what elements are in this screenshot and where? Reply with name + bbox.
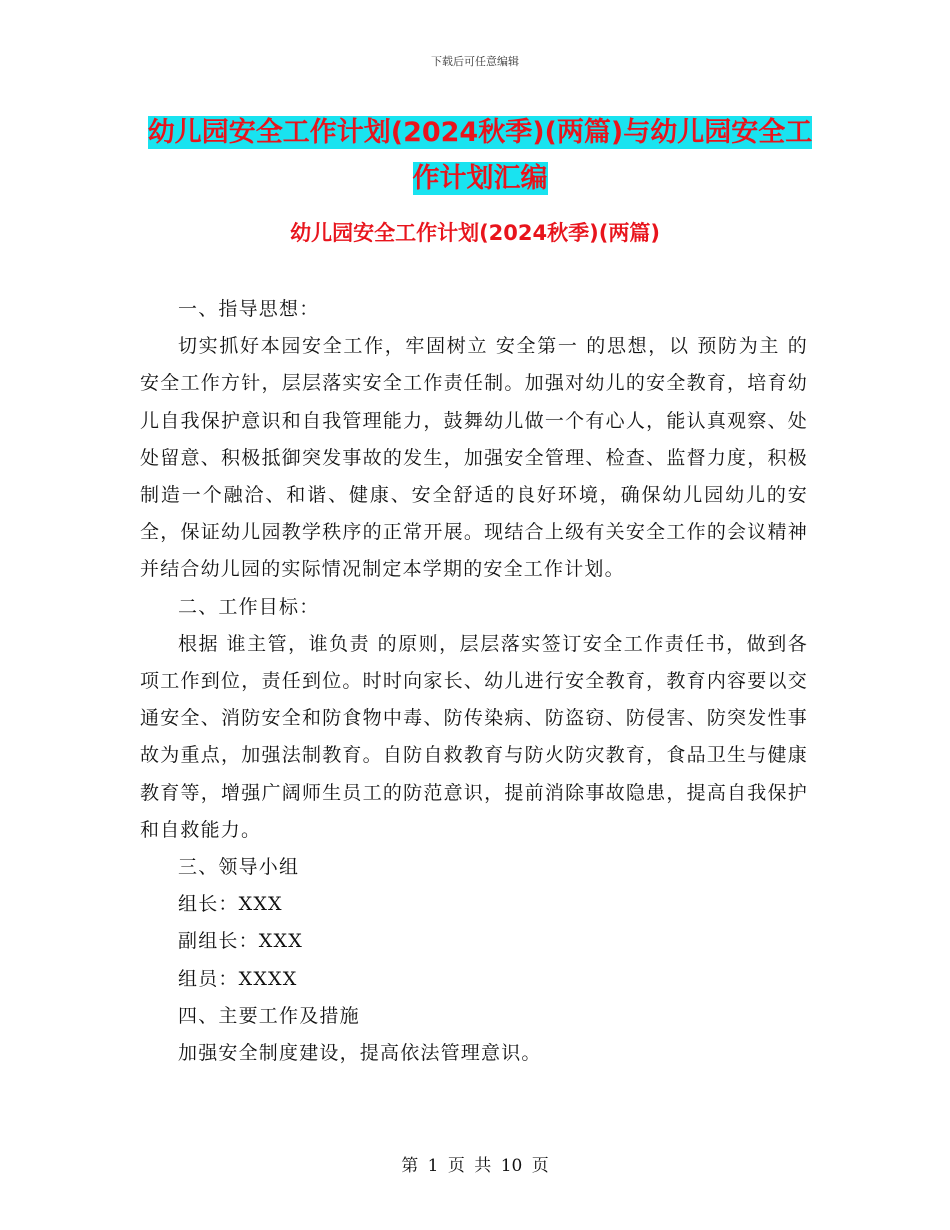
- heading-guiding-ideology: 一、指导思想：: [178, 298, 320, 320]
- header-note: 下载后可任意编辑: [431, 55, 519, 68]
- paragraph-guiding-ideology: 切实抓好本园安全工作，牢固树立 安全第一 的思想，以 预防为主 的安全工作方针，层层落实安全工作责任制。加强对幼儿的安全教育，培育幼儿自我保护意识和自我管理能力，鼓舞幼儿做一个有心人，能认真观察、处处留意、积极抵御突发事故的发生，加强安全管理、检查、监督力度，积极制造一个融洽、和谐、健康、安全舒适的良好环境，确保幼儿园幼儿的安全，保证幼儿园教学秩序的正常开展。现结合上级有关安全工作的会议精神并结合幼儿园的实际情况制定本学期的安全工作计划。: [140, 335, 808, 581]
- document-body: [140, 291, 808, 1072]
- heading-main-work: 四、主要工作及措施: [178, 1004, 360, 1027]
- heading-leadership-group: 三、领导小组: [178, 856, 300, 879]
- paragraph-work-goals: 根据 谁主管，谁负责 的原则，层层落实签订安全工作责任书，做到各项工作到位，责任到位。时时向家长、幼儿进行安全教育，教育内容要以交通安全、消防安全和防食物中毒、防传染病、防盗窃、防侵害、防突发性事故为重点，加强法制教育。自防自救教育与防火防灾教育，食品卫生与健康教育等，增强广阔师生员工的防范意识，提前消除事故隐患，提高自我保护和自救能力。: [140, 632, 808, 841]
- heading-work-goals: 二、工作目标：: [178, 595, 320, 618]
- document-title-text: 幼儿园安全工作计划(2024秋季)(两篇)与幼儿园安全工作计划汇编: [147, 117, 813, 194]
- page-number: 第 1 页 共 10 页: [401, 1156, 549, 1176]
- leader-line: 组长：XXX: [178, 893, 283, 916]
- document-title: [140, 110, 820, 202]
- section-title: 幼儿园安全工作计划(2024秋季)(两篇): [290, 221, 660, 245]
- deputy-leader-line: 副组长：XXX: [178, 930, 303, 953]
- members-line: 组员：XXXX: [178, 967, 298, 990]
- paragraph-main-work: 加强安全制度建设，提高依法管理意识。: [178, 1042, 542, 1065]
